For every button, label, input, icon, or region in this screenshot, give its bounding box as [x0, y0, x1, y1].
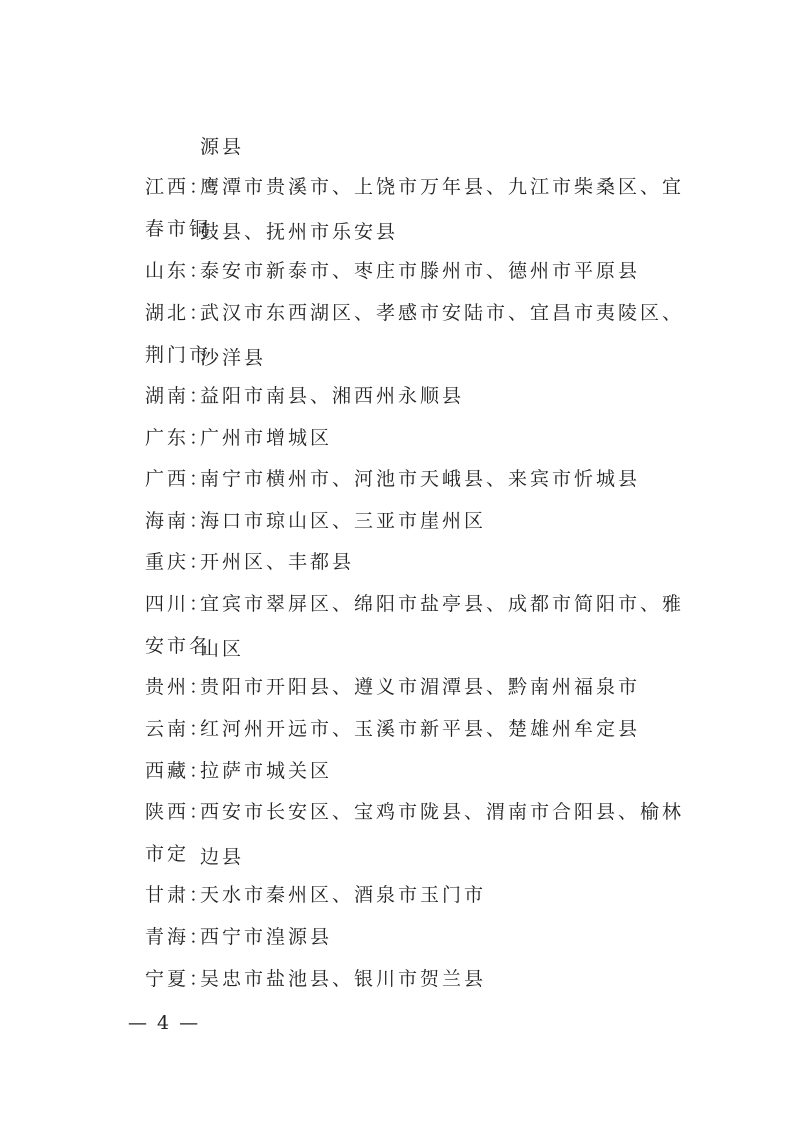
province-label: 甘肃： — [145, 884, 212, 906]
entry-text: 益阳市南县、湘西州永顺县 — [200, 385, 465, 407]
province-entry — [145, 250, 705, 292]
entry-text: 西安市长安区、宝鸡市陇县、渭南市合阳县、榆林市定 — [145, 801, 685, 865]
province-label: 山东： — [145, 260, 212, 282]
province-label: 宁夏： — [145, 968, 212, 990]
province-entry — [145, 458, 705, 500]
entry-text: 宜宾市翠屏区、绵阳市盐亭县、成都市简阳市、雅安市名 — [145, 593, 685, 657]
province-entry — [145, 500, 705, 542]
entry-text: 武汉市东西湖区、孝感市安陆市、宜昌市夷陵区、荆门市 — [145, 302, 685, 366]
province-label: 海南： — [145, 510, 212, 532]
entry-text: 西宁市湟源县 — [200, 926, 333, 948]
entry-text: 南宁市横州市、河池市天峨县、来宾市忻城县 — [200, 468, 641, 490]
entry-continuation: 山区 — [200, 638, 245, 660]
province-label: 江西： — [145, 176, 212, 198]
entry-continuation: 鼓县、抚州市乐安县 — [200, 221, 399, 243]
province-label: 湖南： — [145, 385, 212, 407]
province-entry — [145, 916, 705, 958]
province-label: 重庆： — [145, 551, 212, 573]
province-label: 贵州： — [145, 676, 212, 698]
province-entry — [145, 541, 705, 583]
entry-text: 红河州开远市、玉溪市新平县、楚雄州牟定县 — [200, 718, 641, 740]
entry-text: 广州市增城区 — [200, 427, 333, 449]
page-number: — 4 — — [128, 1012, 201, 1034]
entry-text: 鹰潭市贵溪市、上饶市万年县、九江市柴桑区、宜春市铜 — [145, 176, 685, 240]
entry-continuation: 边县 — [200, 846, 245, 868]
province-label: 西藏： — [145, 760, 212, 782]
province-label: 云南： — [145, 718, 212, 740]
entry-text: 开州区、丰都县 — [200, 551, 355, 573]
province-label: 青海： — [145, 926, 212, 948]
entry-text: 泰安市新泰市、枣庄市滕州市、德州市平原县 — [200, 260, 641, 282]
province-entry — [145, 666, 705, 708]
province-entry — [145, 874, 705, 916]
entry-continuation: 沙洋县 — [200, 347, 267, 369]
province-label: 广西： — [145, 468, 212, 490]
province-label: 四川： — [145, 593, 212, 615]
province-entry — [145, 750, 705, 792]
entry-text: 拉萨市城关区 — [200, 760, 333, 782]
province-entry — [145, 417, 705, 459]
entry-text: 吴忠市盐池县、银川市贺兰县 — [200, 968, 487, 990]
province-label: 湖北： — [145, 302, 212, 324]
province-entry — [145, 708, 705, 750]
entry-text: 天水市秦州区、酒泉市玉门市 — [200, 884, 487, 906]
entry-text: 海口市琼山区、三亚市崖州区 — [200, 510, 487, 532]
province-entry — [145, 958, 705, 1000]
province-label: 陕西： — [145, 801, 212, 823]
continuation-line: 源县 — [200, 136, 245, 158]
province-label: 广东： — [145, 427, 212, 449]
province-entry — [145, 375, 705, 417]
entry-text: 贵阳市开阳县、遵义市湄潭县、黔南州福泉市 — [200, 676, 641, 698]
